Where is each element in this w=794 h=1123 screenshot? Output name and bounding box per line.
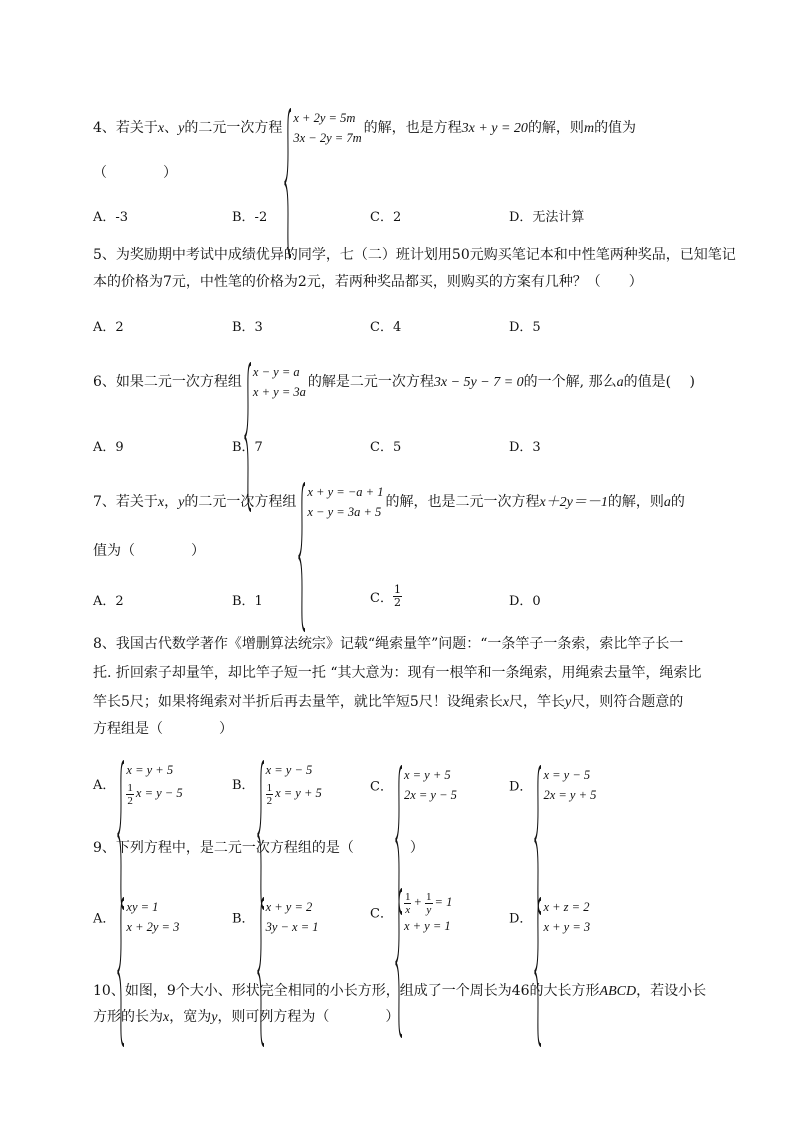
q5-stem: 5、为奖励期中考试中成绩优异的同学，七（二）班计划用50元购买笔记本和中性笔两种奖品，已知笔记本的价格为7元，中性笔的价格为2元，若两种奖品都买，则购买的方案有几种？（ ） [93, 247, 736, 290]
q9-option-c[interactable]: C． $\frac{1}{x}$ + $\frac{1}{y}$ = 1 x + y = 1 [370, 888, 454, 936]
q6-stem: 6、如果二元一次方程组 x − y = a x + y = 3a 的解是二元一次方程3x − 5y − 7 = 0的一个解, 那么a的值是( ) [93, 362, 695, 402]
q6-option-b[interactable]: B．7 [232, 440, 263, 455]
q6-option-a[interactable]: A．9 [93, 440, 124, 455]
q8-b-system: x = y − 5 $\frac{1}{2}$ x = y + 5 [257, 760, 322, 807]
q6-eq1: x − y = a [252, 365, 300, 379]
q5-option-b[interactable]: B．3 [232, 320, 263, 335]
q5-option-a[interactable]: A．2 [93, 320, 124, 335]
q4-option-b[interactable]: B．-2 [232, 210, 268, 225]
var-a: a [616, 375, 624, 390]
q4-eq2: 3x − 2y = 7m [293, 131, 362, 145]
q7-eq3: x＋2y＝－1 [539, 495, 608, 510]
q4-stem: 4、若关于x、y的二元一次方程 x + 2y = 5m 3x − 2y = 7m 的解，也是方程3x + y = 20的解，则m的值为 [93, 108, 636, 148]
q9-option-a[interactable]: A． xy = 1 x + 2y = 3 [93, 897, 181, 937]
var-x: x [163, 1010, 170, 1025]
q9-d-system: x + z = 2 x + y = 3 [534, 897, 590, 937]
brace-icon [284, 108, 292, 258]
var-y: y [178, 121, 185, 136]
q4-eq1: x + 2y = 5m [293, 111, 356, 125]
q8-stem-line1: 8、我国古代数学著作《增删算法统宗》记载“绳索量竿”问题：“一条竿子一条索，索比竿子长一 [93, 636, 684, 652]
q9-stem: 9、下列方程中，是二元一次方程组的是（ ） [93, 840, 424, 856]
var-y: y [211, 1010, 218, 1025]
q4-option-d[interactable]: D．无法计算 [509, 210, 585, 225]
fraction-one-half: $\frac{1}{2}$ [266, 781, 273, 807]
q4-option-c[interactable]: C．2 [370, 210, 402, 225]
q8-stem-line2: 托. 折回索子却量竿，却比竿子短一托 “其大意为：现有一根竿和一条绳索，用绳索去量竿，绳索比 [93, 665, 702, 681]
q7-eq1: x + y = −a + 1 [307, 485, 384, 499]
var-y: y [565, 695, 572, 710]
q8-option-d[interactable]: D． x = y − 5 2x = y + 5 [509, 765, 598, 805]
var-x: x [502, 695, 510, 710]
q10-stem-line1: 10、如图，9个大小、形状完全相同的小长方形，组成了一个周长为46的大长方形ABCD，若设小长 [93, 983, 707, 999]
q7-eq2: x − y = 3a + 5 [307, 505, 382, 519]
q4-option-a[interactable]: A．-3 [93, 210, 129, 225]
q4-answer-paren: （ ） [93, 165, 177, 181]
q8-stem-line3: 竿长5尺；如果将绳索对半折后再去量竿，就比竿短5尺！设绳索长x尺，竿长y尺，则符合题意的 [93, 694, 684, 710]
q8-stem-line4: 方程组是（ ） [93, 721, 233, 737]
q6-option-d[interactable]: D．3 [509, 440, 541, 455]
q6-eq2: x + y = 3a [252, 385, 306, 399]
label-abcd: ABCD [599, 984, 637, 999]
fraction-one-over-x: $\frac{1}{x}$ [404, 890, 411, 916]
q8-option-b[interactable]: B． x = y − 5 $\frac{1}{2}$ x = y + 5 [232, 760, 324, 807]
brace-icon [117, 760, 125, 910]
fraction-one-over-y: $\frac{1}{y}$ [426, 890, 432, 916]
var-y: y [178, 495, 185, 510]
q9-a-system: xy = 1 x + 2y = 3 [117, 897, 179, 937]
q4-eq3: 3x + y = 20 [461, 121, 528, 136]
q9-option-b[interactable]: B． x + y = 2 3y − x = 1 [232, 897, 321, 937]
q8-option-c[interactable]: C． x = y + 5 2x = y − 5 [370, 765, 459, 805]
q9-option-d[interactable]: D． x + z = 2 x + y = 3 [509, 897, 592, 937]
q7-stem: 7、若关于x，y的二元一次方程组 x + y = −a + 1 x − y = 3a + 5 的解，也是二元一次方程x＋2y＝－1的解，则a的 [93, 482, 685, 522]
q7-option-b[interactable]: B．1 [232, 594, 263, 609]
q7-option-a[interactable]: A．2 [93, 594, 124, 609]
q6-equation-system [244, 362, 306, 402]
q8-d-system: x = y − 5 2x = y + 5 [534, 765, 596, 805]
q5-option-c[interactable]: C．4 [370, 320, 402, 335]
q5-option-d[interactable]: D．5 [509, 320, 541, 335]
var-m: m [583, 121, 595, 136]
var-a: a [663, 495, 671, 510]
brace-icon [298, 482, 306, 632]
q9-b-system: x + y = 2 3y − x = 1 [257, 897, 319, 937]
q6-option-c[interactable]: C．5 [370, 440, 402, 455]
q8-c-system: x = y + 5 2x = y − 5 [395, 765, 457, 805]
q4-equation-system [284, 108, 361, 148]
q7-option-d[interactable]: D．0 [509, 594, 541, 609]
q8-a-system: x = y + 5 $\frac{1}{2}$ x = y − 5 [117, 760, 182, 807]
var-x: x [157, 495, 165, 510]
q7-equation-system [298, 482, 383, 522]
q10-stem-line2: 方形的长为x，宽为y，则可列方程为（ ） [93, 1009, 400, 1025]
brace-icon [257, 760, 265, 910]
fraction-one-half: $\frac{1}{2}$ [393, 583, 401, 609]
brace-icon [534, 897, 542, 1047]
q7-option-c[interactable]: C． $\frac{1}{2}$ [370, 583, 401, 609]
brace-icon [534, 765, 542, 915]
q9-c-system: $\frac{1}{x}$ + $\frac{1}{y}$ = 1 x + y = 1 [395, 888, 452, 936]
q7-stem-line2: 值为（ ） [93, 543, 205, 559]
q6-eq3: 3x − 5y − 7 = 0 [433, 375, 524, 390]
q8-option-a[interactable]: A． x = y + 5 $\frac{1}{2}$ x = y − 5 [93, 760, 185, 807]
fraction-one-half: $\frac{1}{2}$ [127, 781, 133, 807]
var-x: x [157, 121, 165, 136]
